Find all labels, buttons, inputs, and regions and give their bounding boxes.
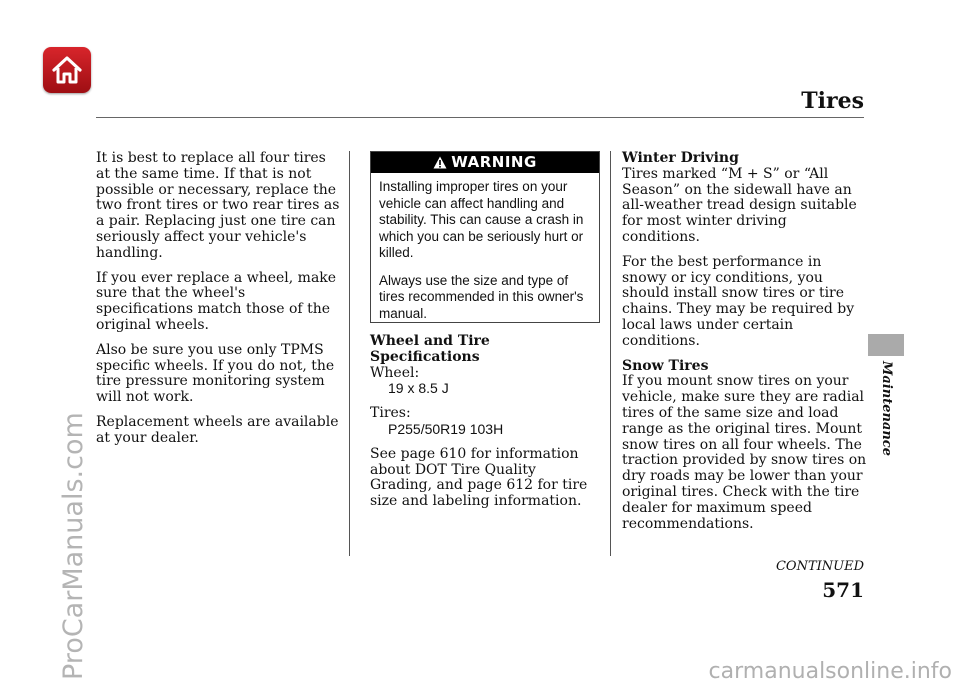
snow-heading: Snow Tires: [622, 357, 709, 374]
tires-label: Tires:: [370, 405, 411, 422]
column-divider: [610, 151, 611, 556]
wheel-label: Wheel:: [370, 364, 420, 381]
paragraph: Replacement wheels are available at your dealer.: [96, 413, 339, 446]
paragraph: If you mount snow tires on your vehicle, make sure they are radial tires of the same size and load range as the original tires. Mount snow tires on all four wheels. The traction provided by snow tires on dry roads may be lower than your original tires. Check with the tire dealer for maximum speed recommendations.: [622, 373, 867, 532]
warning-text: Always use the size and type of tires recommended in this owner's manual.: [379, 272, 584, 321]
specs-reference: See page 610 for information about DOT Tire Quality Grading, and page 612 for tire size and labeling information.: [370, 445, 588, 510]
header-divider: [96, 117, 864, 118]
wheel-value: 19 x 8.5 J: [388, 380, 449, 397]
tires-value: P255/50R19 103H: [388, 420, 504, 437]
warning-header: [371, 152, 599, 173]
winter-heading: Winter Driving: [622, 150, 739, 166]
column-left: [96, 151, 341, 456]
watermark-left: ProCarManuals.com: [58, 412, 89, 680]
paragraph: Tires marked “M + S” or “All Season” on the sidewall have an all-weather tread design suitable for most winter driving conditions.: [622, 165, 857, 245]
warning-box: [370, 151, 600, 323]
section-tab[interactable]: [868, 334, 904, 356]
home-button[interactable]: [43, 47, 91, 93]
column-right: [622, 151, 867, 541]
paragraph: Also be sure you use only TPMS specific wheels. If you do not, the tire pressure monitoring system will not work.: [96, 341, 335, 406]
specs-heading: Wheel and Tire Specifications: [370, 333, 490, 365]
warning-triangle-icon: [433, 156, 447, 169]
warning-title: WARNING: [451, 152, 537, 171]
section-label-text: Maintenance: [879, 361, 894, 456]
page-number: 571: [822, 578, 864, 602]
continued-label: CONTINUED: [775, 559, 864, 574]
column-middle: [370, 151, 600, 519]
paragraph: If you ever replace a wheel, make sure that the wheel's specifications match those of the original wheels.: [96, 269, 337, 333]
watermark-bottom: carmanualsonline.info: [708, 659, 952, 684]
section-label: [876, 361, 898, 501]
paragraph: It is best to replace all four tires at the same time. If that is not possible or necessary, replace the two front tires or two rear tires as a pair. Replacing just one tire can seriously affect your vehicle's handling.: [96, 150, 340, 261]
warning-text: Installing improper tires on your vehicle can affect handling and stability. This can cause a crash in which you can be seriously hurt or killed.: [379, 179, 584, 260]
paragraph: For the best performance in snowy or icy conditions, you should install snow tires or tire chains. They may be required by local laws under certain conditions.: [622, 253, 855, 349]
warning-body: [371, 173, 599, 322]
page-title: Tires: [801, 88, 864, 114]
home-icon: [50, 54, 84, 86]
column-divider: [349, 151, 350, 556]
